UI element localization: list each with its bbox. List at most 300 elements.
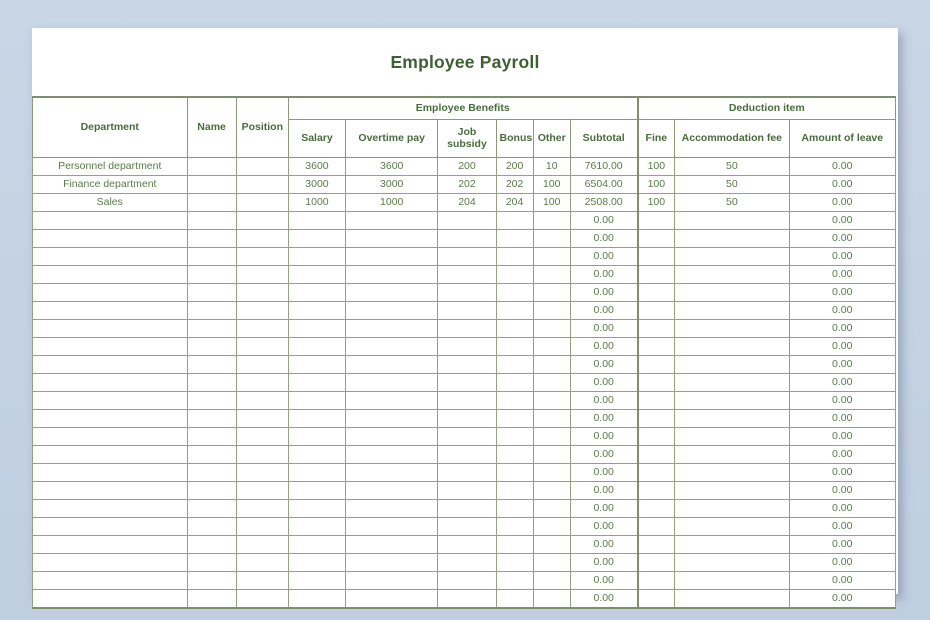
cell-accommodation_fee[interactable]	[675, 571, 789, 589]
cell-job_subsidy[interactable]	[438, 427, 496, 445]
cell-salary[interactable]	[288, 283, 345, 301]
cell-other[interactable]: 100	[533, 175, 570, 193]
cell-name[interactable]	[187, 445, 236, 463]
cell-amount_of_leave[interactable]: 0.00	[789, 301, 895, 319]
cell-amount_of_leave[interactable]: 0.00	[789, 499, 895, 517]
cell-fine[interactable]	[638, 211, 675, 229]
cell-position[interactable]	[236, 553, 288, 571]
cell-job_subsidy[interactable]	[438, 355, 496, 373]
cell-salary[interactable]	[288, 391, 345, 409]
cell-position[interactable]	[236, 589, 288, 608]
cell-overtime_pay[interactable]	[346, 247, 438, 265]
col-header-salary[interactable]: Salary	[288, 119, 345, 157]
cell-amount_of_leave[interactable]: 0.00	[789, 427, 895, 445]
cell-accommodation_fee[interactable]	[675, 319, 789, 337]
cell-overtime_pay[interactable]: 3000	[346, 175, 438, 193]
cell-name[interactable]	[187, 427, 236, 445]
cell-fine[interactable]	[638, 517, 675, 535]
cell-fine[interactable]: 100	[638, 175, 675, 193]
cell-bonus[interactable]	[496, 373, 533, 391]
cell-amount_of_leave[interactable]: 0.00	[789, 211, 895, 229]
cell-job_subsidy[interactable]	[438, 499, 496, 517]
cell-subtotal[interactable]: 0.00	[570, 481, 637, 499]
cell-fine[interactable]: 100	[638, 157, 675, 175]
cell-bonus[interactable]	[496, 319, 533, 337]
cell-name[interactable]	[187, 499, 236, 517]
cell-overtime_pay[interactable]	[346, 391, 438, 409]
cell-job_subsidy[interactable]	[438, 517, 496, 535]
cell-job_subsidy[interactable]	[438, 391, 496, 409]
cell-amount_of_leave[interactable]: 0.00	[789, 535, 895, 553]
cell-fine[interactable]	[638, 427, 675, 445]
cell-position[interactable]	[236, 283, 288, 301]
cell-department[interactable]	[33, 409, 188, 427]
cell-accommodation_fee[interactable]	[675, 463, 789, 481]
col-header-position[interactable]: Position	[236, 97, 288, 157]
cell-bonus[interactable]	[496, 409, 533, 427]
cell-accommodation_fee[interactable]	[675, 445, 789, 463]
cell-overtime_pay[interactable]	[346, 319, 438, 337]
cell-department[interactable]	[33, 337, 188, 355]
cell-fine[interactable]	[638, 391, 675, 409]
cell-name[interactable]	[187, 175, 236, 193]
cell-fine[interactable]	[638, 463, 675, 481]
cell-bonus[interactable]	[496, 571, 533, 589]
cell-subtotal[interactable]: 0.00	[570, 409, 637, 427]
cell-amount_of_leave[interactable]: 0.00	[789, 247, 895, 265]
cell-amount_of_leave[interactable]: 0.00	[789, 175, 895, 193]
cell-job_subsidy[interactable]: 202	[438, 175, 496, 193]
cell-name[interactable]	[187, 535, 236, 553]
cell-amount_of_leave[interactable]: 0.00	[789, 409, 895, 427]
col-header-overtime-pay[interactable]: Overtime pay	[346, 119, 438, 157]
cell-subtotal[interactable]: 0.00	[570, 229, 637, 247]
cell-salary[interactable]	[288, 517, 345, 535]
cell-overtime_pay[interactable]	[346, 535, 438, 553]
cell-job_subsidy[interactable]	[438, 319, 496, 337]
cell-fine[interactable]	[638, 571, 675, 589]
cell-subtotal[interactable]: 0.00	[570, 265, 637, 283]
cell-subtotal[interactable]: 0.00	[570, 337, 637, 355]
cell-accommodation_fee[interactable]: 50	[675, 193, 789, 211]
cell-name[interactable]	[187, 337, 236, 355]
cell-subtotal[interactable]: 0.00	[570, 463, 637, 481]
cell-other[interactable]	[533, 535, 570, 553]
cell-name[interactable]	[187, 157, 236, 175]
cell-other[interactable]	[533, 391, 570, 409]
cell-fine[interactable]	[638, 589, 675, 608]
cell-department[interactable]	[33, 283, 188, 301]
cell-accommodation_fee[interactable]	[675, 589, 789, 608]
cell-department[interactable]	[33, 247, 188, 265]
cell-name[interactable]	[187, 463, 236, 481]
cell-accommodation_fee[interactable]	[675, 229, 789, 247]
cell-job_subsidy[interactable]: 204	[438, 193, 496, 211]
cell-job_subsidy[interactable]	[438, 553, 496, 571]
cell-salary[interactable]	[288, 553, 345, 571]
cell-subtotal[interactable]: 6504.00	[570, 175, 637, 193]
cell-department[interactable]	[33, 265, 188, 283]
col-header-other[interactable]: Other	[533, 119, 570, 157]
cell-department[interactable]	[33, 355, 188, 373]
cell-accommodation_fee[interactable]: 50	[675, 157, 789, 175]
cell-overtime_pay[interactable]	[346, 589, 438, 608]
cell-position[interactable]	[236, 211, 288, 229]
cell-department[interactable]	[33, 481, 188, 499]
cell-salary[interactable]	[288, 535, 345, 553]
col-header-accommodation-fee[interactable]: Accommodation fee	[675, 119, 789, 157]
cell-overtime_pay[interactable]	[346, 301, 438, 319]
cell-name[interactable]	[187, 229, 236, 247]
cell-accommodation_fee[interactable]	[675, 301, 789, 319]
cell-position[interactable]	[236, 229, 288, 247]
cell-fine[interactable]	[638, 265, 675, 283]
cell-name[interactable]	[187, 355, 236, 373]
cell-other[interactable]	[533, 229, 570, 247]
cell-subtotal[interactable]: 7610.00	[570, 157, 637, 175]
cell-accommodation_fee[interactable]	[675, 409, 789, 427]
cell-subtotal[interactable]: 0.00	[570, 427, 637, 445]
col-header-fine[interactable]: Fine	[638, 119, 675, 157]
cell-amount_of_leave[interactable]: 0.00	[789, 193, 895, 211]
cell-job_subsidy[interactable]	[438, 211, 496, 229]
cell-department[interactable]	[33, 589, 188, 608]
cell-bonus[interactable]: 200	[496, 157, 533, 175]
cell-salary[interactable]	[288, 373, 345, 391]
cell-salary[interactable]	[288, 409, 345, 427]
cell-amount_of_leave[interactable]: 0.00	[789, 463, 895, 481]
cell-subtotal[interactable]: 0.00	[570, 373, 637, 391]
cell-bonus[interactable]	[496, 535, 533, 553]
cell-position[interactable]	[236, 247, 288, 265]
cell-amount_of_leave[interactable]: 0.00	[789, 445, 895, 463]
cell-job_subsidy[interactable]	[438, 463, 496, 481]
cell-position[interactable]	[236, 337, 288, 355]
cell-subtotal[interactable]: 2508.00	[570, 193, 637, 211]
cell-bonus[interactable]: 204	[496, 193, 533, 211]
cell-bonus[interactable]	[496, 427, 533, 445]
cell-position[interactable]	[236, 373, 288, 391]
cell-fine[interactable]	[638, 229, 675, 247]
cell-other[interactable]	[533, 499, 570, 517]
cell-department[interactable]	[33, 391, 188, 409]
cell-bonus[interactable]	[496, 481, 533, 499]
cell-job_subsidy[interactable]	[438, 301, 496, 319]
cell-other[interactable]	[533, 517, 570, 535]
cell-position[interactable]	[236, 427, 288, 445]
cell-position[interactable]	[236, 265, 288, 283]
cell-position[interactable]	[236, 499, 288, 517]
cell-name[interactable]	[187, 373, 236, 391]
cell-position[interactable]	[236, 409, 288, 427]
cell-accommodation_fee[interactable]	[675, 373, 789, 391]
cell-overtime_pay[interactable]	[346, 499, 438, 517]
cell-salary[interactable]	[288, 247, 345, 265]
cell-salary[interactable]	[288, 481, 345, 499]
cell-overtime_pay[interactable]	[346, 265, 438, 283]
cell-name[interactable]	[187, 409, 236, 427]
cell-department[interactable]	[33, 427, 188, 445]
cell-position[interactable]	[236, 355, 288, 373]
cell-salary[interactable]	[288, 445, 345, 463]
cell-name[interactable]	[187, 391, 236, 409]
cell-bonus[interactable]	[496, 265, 533, 283]
cell-other[interactable]	[533, 355, 570, 373]
cell-other[interactable]	[533, 463, 570, 481]
cell-fine[interactable]	[638, 553, 675, 571]
cell-other[interactable]	[533, 283, 570, 301]
cell-accommodation_fee[interactable]	[675, 481, 789, 499]
cell-fine[interactable]	[638, 319, 675, 337]
cell-salary[interactable]	[288, 211, 345, 229]
cell-overtime_pay[interactable]	[346, 571, 438, 589]
cell-accommodation_fee[interactable]	[675, 427, 789, 445]
cell-subtotal[interactable]: 0.00	[570, 301, 637, 319]
cell-overtime_pay[interactable]	[346, 283, 438, 301]
cell-department[interactable]	[33, 301, 188, 319]
cell-subtotal[interactable]: 0.00	[570, 535, 637, 553]
cell-other[interactable]	[533, 427, 570, 445]
cell-subtotal[interactable]: 0.00	[570, 355, 637, 373]
cell-accommodation_fee[interactable]	[675, 283, 789, 301]
cell-fine[interactable]	[638, 409, 675, 427]
cell-bonus[interactable]	[496, 247, 533, 265]
cell-amount_of_leave[interactable]: 0.00	[789, 571, 895, 589]
cell-bonus[interactable]	[496, 391, 533, 409]
cell-amount_of_leave[interactable]: 0.00	[789, 265, 895, 283]
cell-bonus[interactable]	[496, 553, 533, 571]
cell-name[interactable]	[187, 589, 236, 608]
cell-subtotal[interactable]: 0.00	[570, 517, 637, 535]
cell-name[interactable]	[187, 283, 236, 301]
cell-other[interactable]	[533, 445, 570, 463]
cell-fine[interactable]	[638, 535, 675, 553]
cell-accommodation_fee[interactable]: 50	[675, 175, 789, 193]
cell-subtotal[interactable]: 0.00	[570, 445, 637, 463]
cell-subtotal[interactable]: 0.00	[570, 319, 637, 337]
cell-accommodation_fee[interactable]	[675, 553, 789, 571]
cell-other[interactable]	[533, 571, 570, 589]
cell-overtime_pay[interactable]	[346, 427, 438, 445]
cell-job_subsidy[interactable]	[438, 535, 496, 553]
cell-amount_of_leave[interactable]: 0.00	[789, 553, 895, 571]
cell-accommodation_fee[interactable]	[675, 337, 789, 355]
cell-job_subsidy[interactable]	[438, 445, 496, 463]
col-header-job-subsidy[interactable]: Job subsidy	[438, 119, 496, 157]
cell-name[interactable]	[187, 247, 236, 265]
cell-bonus[interactable]	[496, 589, 533, 608]
cell-job_subsidy[interactable]: 200	[438, 157, 496, 175]
cell-bonus[interactable]	[496, 499, 533, 517]
cell-bonus[interactable]	[496, 463, 533, 481]
cell-department[interactable]: Sales	[33, 193, 188, 211]
cell-other[interactable]: 100	[533, 193, 570, 211]
cell-bonus[interactable]	[496, 445, 533, 463]
cell-salary[interactable]	[288, 589, 345, 608]
cell-bonus[interactable]	[496, 301, 533, 319]
cell-salary[interactable]	[288, 499, 345, 517]
cell-subtotal[interactable]: 0.00	[570, 247, 637, 265]
cell-bonus[interactable]: 202	[496, 175, 533, 193]
cell-accommodation_fee[interactable]	[675, 517, 789, 535]
cell-position[interactable]	[236, 301, 288, 319]
cell-salary[interactable]	[288, 319, 345, 337]
cell-amount_of_leave[interactable]: 0.00	[789, 355, 895, 373]
cell-accommodation_fee[interactable]	[675, 211, 789, 229]
cell-department[interactable]	[33, 319, 188, 337]
cell-job_subsidy[interactable]	[438, 373, 496, 391]
cell-overtime_pay[interactable]	[346, 445, 438, 463]
cell-salary[interactable]	[288, 463, 345, 481]
cell-subtotal[interactable]: 0.00	[570, 283, 637, 301]
cell-overtime_pay[interactable]	[346, 211, 438, 229]
cell-fine[interactable]	[638, 283, 675, 301]
cell-accommodation_fee[interactable]	[675, 265, 789, 283]
cell-bonus[interactable]	[496, 517, 533, 535]
cell-department[interactable]	[33, 535, 188, 553]
cell-department[interactable]	[33, 463, 188, 481]
cell-overtime_pay[interactable]	[346, 463, 438, 481]
cell-subtotal[interactable]: 0.00	[570, 499, 637, 517]
cell-department[interactable]: Finance department	[33, 175, 188, 193]
cell-name[interactable]	[187, 553, 236, 571]
cell-subtotal[interactable]: 0.00	[570, 589, 637, 608]
cell-department[interactable]	[33, 211, 188, 229]
cell-amount_of_leave[interactable]: 0.00	[789, 283, 895, 301]
cell-other[interactable]	[533, 589, 570, 608]
cell-job_subsidy[interactable]	[438, 247, 496, 265]
cell-name[interactable]	[187, 301, 236, 319]
cell-amount_of_leave[interactable]: 0.00	[789, 589, 895, 608]
cell-job_subsidy[interactable]	[438, 229, 496, 247]
cell-amount_of_leave[interactable]: 0.00	[789, 481, 895, 499]
cell-salary[interactable]	[288, 337, 345, 355]
cell-bonus[interactable]	[496, 337, 533, 355]
cell-other[interactable]	[533, 373, 570, 391]
cell-department[interactable]	[33, 553, 188, 571]
cell-job_subsidy[interactable]	[438, 409, 496, 427]
cell-accommodation_fee[interactable]	[675, 535, 789, 553]
col-header-amount-of-leave[interactable]: Amount of leave	[789, 119, 895, 157]
cell-fine[interactable]	[638, 337, 675, 355]
cell-amount_of_leave[interactable]: 0.00	[789, 319, 895, 337]
cell-job_subsidy[interactable]	[438, 571, 496, 589]
cell-fine[interactable]	[638, 481, 675, 499]
cell-department[interactable]	[33, 229, 188, 247]
cell-salary[interactable]: 1000	[288, 193, 345, 211]
cell-other[interactable]	[533, 553, 570, 571]
cell-salary[interactable]	[288, 427, 345, 445]
cell-department[interactable]	[33, 499, 188, 517]
cell-salary[interactable]: 3600	[288, 157, 345, 175]
cell-position[interactable]	[236, 193, 288, 211]
cell-department[interactable]	[33, 517, 188, 535]
col-header-bonus[interactable]: Bonus	[496, 119, 533, 157]
cell-bonus[interactable]	[496, 211, 533, 229]
cell-other[interactable]	[533, 211, 570, 229]
cell-salary[interactable]: 3000	[288, 175, 345, 193]
cell-name[interactable]	[187, 517, 236, 535]
cell-amount_of_leave[interactable]: 0.00	[789, 373, 895, 391]
cell-job_subsidy[interactable]	[438, 481, 496, 499]
cell-other[interactable]	[533, 265, 570, 283]
cell-job_subsidy[interactable]	[438, 337, 496, 355]
cell-overtime_pay[interactable]	[346, 229, 438, 247]
cell-salary[interactable]	[288, 301, 345, 319]
cell-subtotal[interactable]: 0.00	[570, 211, 637, 229]
cell-other[interactable]	[533, 481, 570, 499]
cell-department[interactable]: Personnel department	[33, 157, 188, 175]
cell-salary[interactable]	[288, 229, 345, 247]
cell-accommodation_fee[interactable]	[675, 247, 789, 265]
cell-bonus[interactable]	[496, 229, 533, 247]
cell-job_subsidy[interactable]	[438, 283, 496, 301]
cell-overtime_pay[interactable]: 3600	[346, 157, 438, 175]
cell-overtime_pay[interactable]	[346, 355, 438, 373]
cell-name[interactable]	[187, 481, 236, 499]
cell-position[interactable]	[236, 445, 288, 463]
cell-other[interactable]	[533, 337, 570, 355]
cell-position[interactable]	[236, 319, 288, 337]
cell-fine[interactable]	[638, 301, 675, 319]
cell-other[interactable]	[533, 409, 570, 427]
cell-other[interactable]	[533, 319, 570, 337]
cell-salary[interactable]	[288, 355, 345, 373]
cell-fine[interactable]	[638, 445, 675, 463]
cell-position[interactable]	[236, 481, 288, 499]
cell-amount_of_leave[interactable]: 0.00	[789, 391, 895, 409]
cell-amount_of_leave[interactable]: 0.00	[789, 517, 895, 535]
cell-department[interactable]	[33, 445, 188, 463]
cell-overtime_pay[interactable]	[346, 481, 438, 499]
cell-subtotal[interactable]: 0.00	[570, 553, 637, 571]
cell-fine[interactable]	[638, 499, 675, 517]
cell-bonus[interactable]	[496, 283, 533, 301]
cell-overtime_pay[interactable]	[346, 517, 438, 535]
cell-job_subsidy[interactable]	[438, 589, 496, 608]
cell-fine[interactable]	[638, 373, 675, 391]
cell-subtotal[interactable]: 0.00	[570, 391, 637, 409]
cell-accommodation_fee[interactable]	[675, 355, 789, 373]
cell-overtime_pay[interactable]: 1000	[346, 193, 438, 211]
cell-accommodation_fee[interactable]	[675, 391, 789, 409]
cell-name[interactable]	[187, 319, 236, 337]
cell-subtotal[interactable]: 0.00	[570, 571, 637, 589]
cell-fine[interactable]	[638, 247, 675, 265]
cell-department[interactable]	[33, 571, 188, 589]
cell-name[interactable]	[187, 211, 236, 229]
cell-position[interactable]	[236, 463, 288, 481]
cell-position[interactable]	[236, 535, 288, 553]
cell-department[interactable]	[33, 373, 188, 391]
cell-overtime_pay[interactable]	[346, 553, 438, 571]
cell-position[interactable]	[236, 391, 288, 409]
cell-fine[interactable]	[638, 355, 675, 373]
cell-fine[interactable]: 100	[638, 193, 675, 211]
cell-name[interactable]	[187, 265, 236, 283]
cell-amount_of_leave[interactable]: 0.00	[789, 229, 895, 247]
cell-position[interactable]	[236, 157, 288, 175]
cell-other[interactable]	[533, 301, 570, 319]
cell-name[interactable]	[187, 571, 236, 589]
cell-other[interactable]	[533, 247, 570, 265]
col-header-name[interactable]: Name	[187, 97, 236, 157]
cell-other[interactable]: 10	[533, 157, 570, 175]
cell-position[interactable]	[236, 175, 288, 193]
col-header-department[interactable]: Department	[33, 97, 188, 157]
cell-salary[interactable]	[288, 571, 345, 589]
cell-job_subsidy[interactable]	[438, 265, 496, 283]
